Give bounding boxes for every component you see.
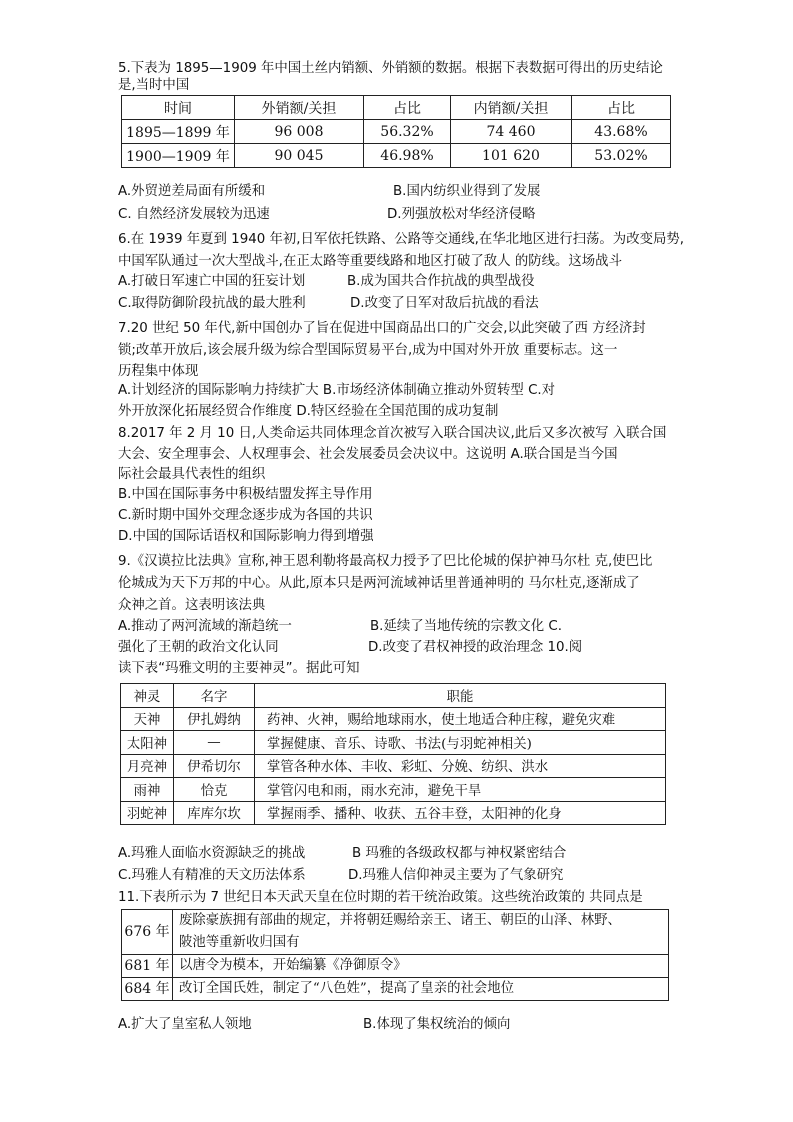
table-cell: 月亮神 [121,754,174,778]
table-row [122,144,671,168]
table-cell: 掌管各种水体、丰收、彩虹、分娩、纺织、洪水 [255,754,666,778]
header-cell: 时间 [122,96,235,120]
q10-maya-gods-table [120,683,666,825]
table-cell: 伊扎姆纳 [174,707,255,731]
q8-option-c: C.新时期中国外交理念逐步成为各国的共识 [118,508,373,523]
table-cell-content [173,910,669,955]
q5-silk-trade-table [121,95,671,168]
q9-stem-line3: 众神之首。这表明该法典 [118,598,266,613]
table-cell-year: 681 年 [122,955,173,978]
q7-stem-line3: 历程集中体现 [118,364,199,379]
table-cell-year: 684 年 [122,978,173,1001]
q6-option-a: A.打破日军速亡中国的狂妄计划 [118,274,306,289]
header-cell: 占比 [364,96,451,120]
q6-stem-line1: 6.在 1939 年夏到 1940 年初,日军依托铁路、公路等交通线,在华北地区进行扫荡。为改变局势, [118,232,685,247]
table-cell: 雨神 [121,778,174,802]
q5-stem-line2: 是,当时中国 [118,78,190,93]
q10-option-d: D.玛雅人信仰神灵主要为了气象研究 [348,868,564,883]
q9-option-a: A.推动了两河流域的渐趋统一 [118,619,292,634]
table-cell: 太阳神 [121,731,174,755]
q9-option-b-c: B.延续了当地传统的宗教文化 C. [370,619,562,634]
q9-option-d: D.改变了君权神授的政治理念 10.阅 [368,640,583,655]
table-cell: 101 620 [451,144,572,168]
q8-stem-line3: 际社会最具代表性的组织 [118,467,266,482]
table-cell: 90 045 [235,144,364,168]
table-cell: 96 008 [235,120,364,144]
table-cell: 74 460 [451,120,572,144]
q5-option-c: C. 自然经济发展较为迅速 [118,207,270,222]
header-cell: 名字 [174,684,255,708]
q5-stem-line1: 5.下表为 1895—1909 年中国土丝内销额、外销额的数据。根据下表数据可得出的历史结论 [118,61,663,76]
q8-stem-line2: 大会、安全理事会、人权理事会、社会发展委员会决议中。这说明 A.联合国是当今国 [118,447,618,462]
q9-option-c-cont: 强化了王朝的政治文化认同 [118,640,279,655]
table-cell-year: 676 年 [122,910,173,955]
q5-option-b: B.国内纺织业得到了发展 [393,184,541,199]
q7-options-line1: A.计划经济的国际影响力持续扩大 B.市场经济体制确立推动外贸转型 C.对 [118,383,556,398]
table-cell: 1900—1909 年 [122,144,235,168]
q7-stem-line2: 锁;改革开放后,该会展升级为综合型国际贸易平台,成为中国对外开放 重要标志。这一 [118,343,618,358]
table-row [122,955,669,978]
header-cell: 占比 [572,96,671,120]
table-row [122,978,669,1001]
q5-option-d: D.列强放松对华经济侵略 [387,207,536,222]
table-cell: 库库尔坎 [174,801,255,825]
q10-option-b: B 玛雅的各级政权都与神权紧密结合 [352,846,567,861]
table-row [121,707,666,731]
table-row [121,731,666,755]
table-row [122,910,669,955]
table-row [121,801,666,825]
table-header-row [121,684,666,708]
q10-option-c: C.玛雅人有精准的天文历法体系 [118,868,306,883]
q11-option-b: B.体现了集权统治的倾向 [363,1017,511,1032]
q6-stem-line2: 中国军队通过一次大型战斗,在正太路等重要线路和地区打破了敌人 的防线。这场战斗 [118,254,622,269]
table-cell: 羽蛇神 [121,801,174,825]
q6-option-b: B.成为国共合作抗战的典型战役 [347,274,535,289]
table-row [121,778,666,802]
header-cell: 神灵 [121,684,174,708]
q7-options-line2: 外开放深化拓展经贸合作维度 D.特区经验在全国范围的成功复制 [118,404,499,419]
table-cell: 掌握雨季、播种、收获、五谷丰登，太阳神的化身 [255,801,666,825]
table-cell: 恰克 [174,778,255,802]
header-cell: 内销额/关担 [451,96,572,120]
table-cell-content: 以唐令为模本，开始编纂《净御原令》 [173,955,669,978]
q11-stem-line1: 11.下表所示为 7 世纪日本天武天皇在位时期的若干统治政策。这些统治政策的 共同点是 [118,890,643,905]
q5-option-a: A.外贸逆差局面有所缓和 [118,184,266,199]
table-cell: 56.32% [364,120,451,144]
q6-option-d: D.改变了日军对敌后抗战的看法 [350,296,539,311]
header-cell: 外销额/关担 [235,96,364,120]
policy-text-line: 废除豪族拥有部曲的规定，并将朝廷赐给亲王、诸王、朝臣的山泽、林野、 [179,913,621,928]
q8-stem-line1: 8.2017 年 2 月 10 日,人类命运共同体理念首次被写入联合国决议,此后又多次被写 入联合国 [118,426,667,441]
table-header-row [122,96,671,120]
table-cell: 伊希切尔 [174,754,255,778]
table-cell-content: 改订全国氏姓，制定了“八色姓”，提高了皇亲的社会地位 [173,978,669,1001]
q8-option-b: B.中国在国际事务中积极结盟发挥主导作用 [118,487,373,502]
q11-option-a: A.扩大了皇室私人领地 [118,1017,252,1032]
table-cell: 1895—1899 年 [122,120,235,144]
table-row [121,754,666,778]
table-cell: 53.02% [572,144,671,168]
q9-stem-line2: 伦城成为天下万邦的中心。从此,原本只是两河流域神话里普通神明的 马尔杜克,逐渐成了 [118,576,640,591]
policy-text-line: 陂池等重新收归国有 [179,935,300,950]
q9-stem-line1: 9.《汉谟拉比法典》宣称,神王恩利勒将最高权力授予了巴比伦城的保护神马尔杜 克,使巴比 [118,554,653,569]
table-row [122,120,671,144]
table-cell: — [174,731,255,755]
table-cell: 46.98% [364,144,451,168]
table-cell: 掌握健康、音乐、诗歌、书法(与羽蛇神相关) [255,731,666,755]
q10-option-a: A.玛雅人面临水资源缺乏的挑战 [118,846,306,861]
table-cell: 掌管闪电和雨，雨水充沛，避免干旱 [255,778,666,802]
q6-option-c: C.取得防御阶段抗战的最大胜利 [118,296,306,311]
q10-stem: 读下表“玛雅文明的主要神灵”。据此可知 [118,661,360,676]
q11-policy-table [121,909,669,1001]
header-cell: 职能 [255,684,666,708]
table-cell: 43.68% [572,120,671,144]
q7-stem-line1: 7.20 世纪 50 年代,新中国创办了旨在促进中国商品出口的广交会,以此突破了西 方经济封 [118,321,646,336]
table-cell: 天神 [121,707,174,731]
q8-option-d: D.中国的国际话语权和国际影响力得到增强 [118,529,374,544]
table-cell: 药神、火神，赐给地球雨水，使土地适合种庄稼，避免灾难 [255,707,666,731]
